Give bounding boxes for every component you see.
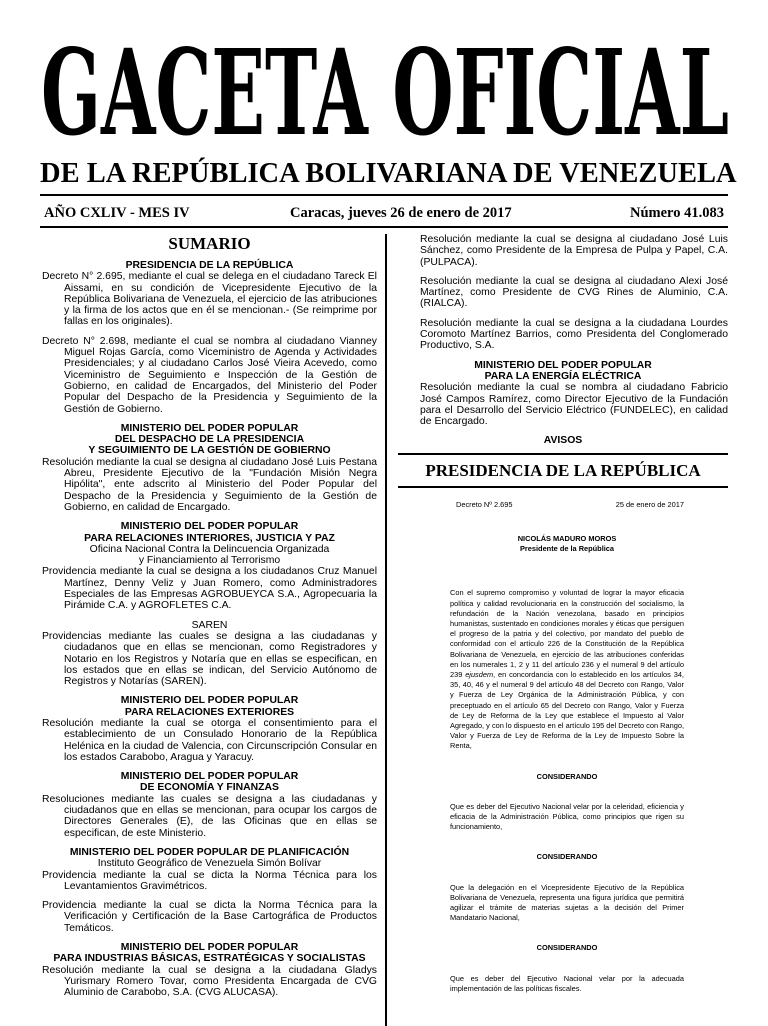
section-heading: PARA RELACIONES INTERIORES, JUSTICIA Y PAZ — [84, 532, 335, 544]
masthead-top-rule — [40, 194, 728, 196]
right-column — [398, 234, 728, 488]
considerando-heading: CONSIDERANDO — [536, 852, 598, 862]
summary-entry: Providencias mediante las cuales se designa a las ciudadanas y ciudadanos que en ellas se mencionan, como Registradores y Notario en los Registros y Notaría que en ellas se especifican, en los estados que en ellas se indican, del Servicio Autónomo de Registros y Notarías (SAREN). — [42, 630, 377, 688]
column-divider — [385, 234, 387, 1026]
section-heading: Y SEGUIMIENTO DE LA GESTIÓN DE GOBIERNO — [88, 445, 331, 457]
summary-entry: Resolución mediante la cual se designa al ciudadano José Luis Sánchez, como Presidente de la Empresa de Pulpa y Papel, C.A. (PULPACA). — [420, 234, 728, 268]
section-heading: MINISTERIO DEL PODER POPULAR — [474, 359, 652, 371]
summary-entry: Providencia mediante la cual se dicta la Norma Técnica para la Verificación y Certificación de la Base Cartográfica de Productos Temáticos. — [42, 900, 377, 934]
section-heading: DE ECONOMÍA Y FINANZAS — [140, 782, 279, 794]
decree-preamble-italic: ejusdem — [465, 670, 494, 680]
masthead-title-text: GACETA OFICIAL — [41, 23, 729, 162]
decree-header — [450, 500, 684, 512]
avisos-heading: AVISOS — [543, 435, 583, 447]
section-heading: MINISTERIO DEL PODER POPULAR — [120, 942, 299, 954]
summary-entry: Resolución mediante la cual se designa a la ciudadana Lourdes Coromoto Martínez Barrios, como Presidenta del Conglomerado Productivo, S.A. — [420, 317, 728, 352]
summary-entry: Providencia mediante la cual se designa a los ciudadanos Cruz Manuel Martínez, Denny Veliz y Juan Romero, como Administradores Especiales de las Empresas AGROBUEYCA S.A., Agropecuaria la Pirámide C.A. y AGROFLETES C.A. — [42, 566, 377, 612]
summary-entry: Resolución mediante la cual se nombra al ciudadano Fabricio José Campos Ramírez, como Director Ejecutivo de la Fundación para el Desarrollo del Servicio Eléctrico (FUNDELEC), en calidad de Encargado. — [420, 382, 728, 428]
decree-signer-title: Presidente de la República — [519, 544, 615, 554]
subsection-heading: y Financiamiento al Terrorismo — [138, 555, 281, 567]
masthead-bottom-rule — [40, 226, 728, 228]
section-heading: MINISTERIO DEL PODER POPULAR — [120, 521, 299, 533]
issue-number: Número 41.083 — [630, 205, 724, 221]
considerando-text: Que es deber del Ejecutivo Nacional velar por la adecuada implementación de las políticas fiscales. — [450, 973, 684, 993]
issue-year: AÑO CXLIV - MES IV — [44, 205, 190, 221]
subsection-heading: Oficina Nacional Contra la Delincuencia Organizada — [89, 543, 330, 555]
summary-entry: Resolución mediante la cual se designa al ciudadano José Luis Pestana Abreu, Presidente Ejecutivo de la "Fundación Misión Negra Hipólita", ente adscrito al Ministerio del Poder Popular del Despacho de la Presidencia y Seguimiento de la Gestión de Gobierno, en calidad de Encargado. — [42, 456, 377, 513]
subsection-heading: SAREN — [191, 619, 228, 631]
masthead-subtitle: DE LA REPÚBLICA BOLIVARIANA DE VENEZUELA — [40, 158, 737, 189]
summary-entry: Decreto N° 2.698, mediante el cual se nombra al ciudadano Vianney Miguel Rojas García, como Viceministro de Agenda y Actividades Presidenciales; y al ciudadano Carlos José Vieira Acevedo, como Viceministro de Seguimiento e Inspección de la Gestión de Gobierno, en calidad de Encargados, del Ministerio del Poder Popular del Despacho de la Presidencia y Seguimiento de la Gestión de Gobierno. — [42, 335, 377, 415]
summary-entry: Decreto N° 2.695, mediante el cual se delega en el ciudadano Tareck El Aissami, en su condición de Vicepresidente Ejecutivo de la República Bolivariana de Venezuela, el ejercicio de las atribuciones y la firma de los actos que en él se mencionan.- (Se reimprime por fallas en los originales). — [42, 271, 377, 328]
summary-entry: Resolución mediante la cual se designa al ciudadano Alexi José Martínez, como Presidente de CVG Rines de Aluminio, C.A. (RIALCA). — [420, 275, 728, 310]
presidencia-top-rule — [398, 453, 728, 455]
decree-preamble-a: Con el supremo compromiso y voluntad de lograr la mayor eficacia política y calidad revolucionaria en la construcción del socialismo, la refundación de la Nación venezolana, basado en principios humanistas, sustentado en condiciones morales y éticas que persiguen el progreso de la patria y del colectivo, por mandato del pueblo de conformidad con el artículo 226 de la Constitución de la República Bolivariana de Venezuela, en ejercicio de las atribuciones conferidas en los numerales 1, 2 y 11 del artículo 236 y el numeral 9 del artículo 239 — [450, 588, 684, 680]
section-heading: MINISTERIO DEL PODER POPULAR — [120, 695, 299, 707]
section-heading: PRESIDENCIA DE LA REPÚBLICA — [125, 260, 294, 271]
masthead-title — [40, 23, 730, 168]
summary-entry: Providencia mediante la cual se dicta la Norma Técnica para los Levantamientos Gravimétricos. — [42, 869, 377, 892]
subsection-heading: Instituto Geográfico de Venezuela Simón Bolívar — [97, 858, 322, 870]
section-heading: PARA LA ENERGÍA ELÉCTRICA — [484, 370, 642, 382]
summary-entry: Resolución mediante la cual se designa a la ciudadana Gladys Yurismary Romero Tovar, como Presidenta Encargada de CVG Aluminio de Carabobo, S.A. (CVG ALUCASA). — [42, 964, 377, 999]
decree-preamble — [450, 588, 684, 751]
section-heading: MINISTERIO DEL PODER POPULAR — [120, 422, 299, 434]
considerando-text: Que es deber del Ejecutivo Nacional velar por la celeridad, eficiencia y eficacia de la Administración Pública, como principios que rigen su funcionamiento, — [450, 801, 684, 832]
decree-date: 25 de enero de 2017 — [615, 500, 684, 509]
sumario-title: SUMARIO — [168, 234, 251, 253]
considerando-text: Que la delegación en el Vicepresidente Ejecutivo de la República Bolivariana de Venezuela, representa una figura jurídica que permitirá agilizar el trámite de materias sujetas a la decisión del Primer Mandatario Nacional, — [450, 882, 684, 923]
sumario-column — [42, 234, 377, 999]
section-heading: MINISTERIO DEL PODER POPULAR — [120, 771, 299, 783]
section-heading: MINISTERIO DEL PODER POPULAR DE PLANIFICACIÓN — [69, 846, 350, 858]
decree-document — [450, 500, 684, 994]
decree-number: Decreto Nº 2.695 — [456, 500, 513, 509]
summary-entry: Resolución mediante la cual se otorga el consentimiento para el establecimiento de un Consulado Honorario de la República Helénica en la ciudad de Valencia, con Circunscripción Consular en los estados Carabobo, Aragua y Yaracuy. — [42, 717, 377, 763]
decree-signer: NICOLÁS MADURO MOROS — [517, 534, 617, 543]
presidencia-bottom-rule — [398, 486, 728, 488]
decree-preamble-b: , en concordancia con lo establecido en los artículos 34, 35, 40, 46 y el numeral 9 del artículo 48 del Decreto con Rango, Valor y Fuerza de Ley Orgánica de la Administración Pública, y con preceptuado en el artículo 65 del Decreto con Rango, Valor y Fuerza de Ley de Reforma de la Ley que establece el Impuesto al Valor Agregado, y con lo dispuesto en el artículo 195 del Decreto con Rango, Valor y Fuerza de Ley de Reforma de la Ley de Impuesto Sobre la Renta, — [450, 670, 684, 751]
section-heading: PARA INDUSTRIAS BÁSICAS, ESTRATÉGICAS Y SOCIALISTAS — [53, 953, 366, 965]
summary-entry: Resoluciones mediante las cuales se designa a las ciudadanas y ciudadanos que en ellas se mencionan, para ocupar los cargos de Directores Generales (E), de las Oficinas que en ellas se especifican, de este Ministerio. — [42, 793, 377, 839]
section-heading: PARA RELACIONES EXTERIORES — [124, 706, 295, 718]
section-heading: DEL DESPACHO DE LA PRESIDENCIA — [114, 434, 305, 446]
issue-date: Caracas, jueves 26 de enero de 2017 — [290, 205, 512, 221]
considerando-heading: CONSIDERANDO — [536, 771, 598, 781]
presidencia-title: PRESIDENCIA DE LA REPÚBLICA — [425, 460, 701, 480]
considerando-heading: CONSIDERANDO — [536, 943, 598, 953]
